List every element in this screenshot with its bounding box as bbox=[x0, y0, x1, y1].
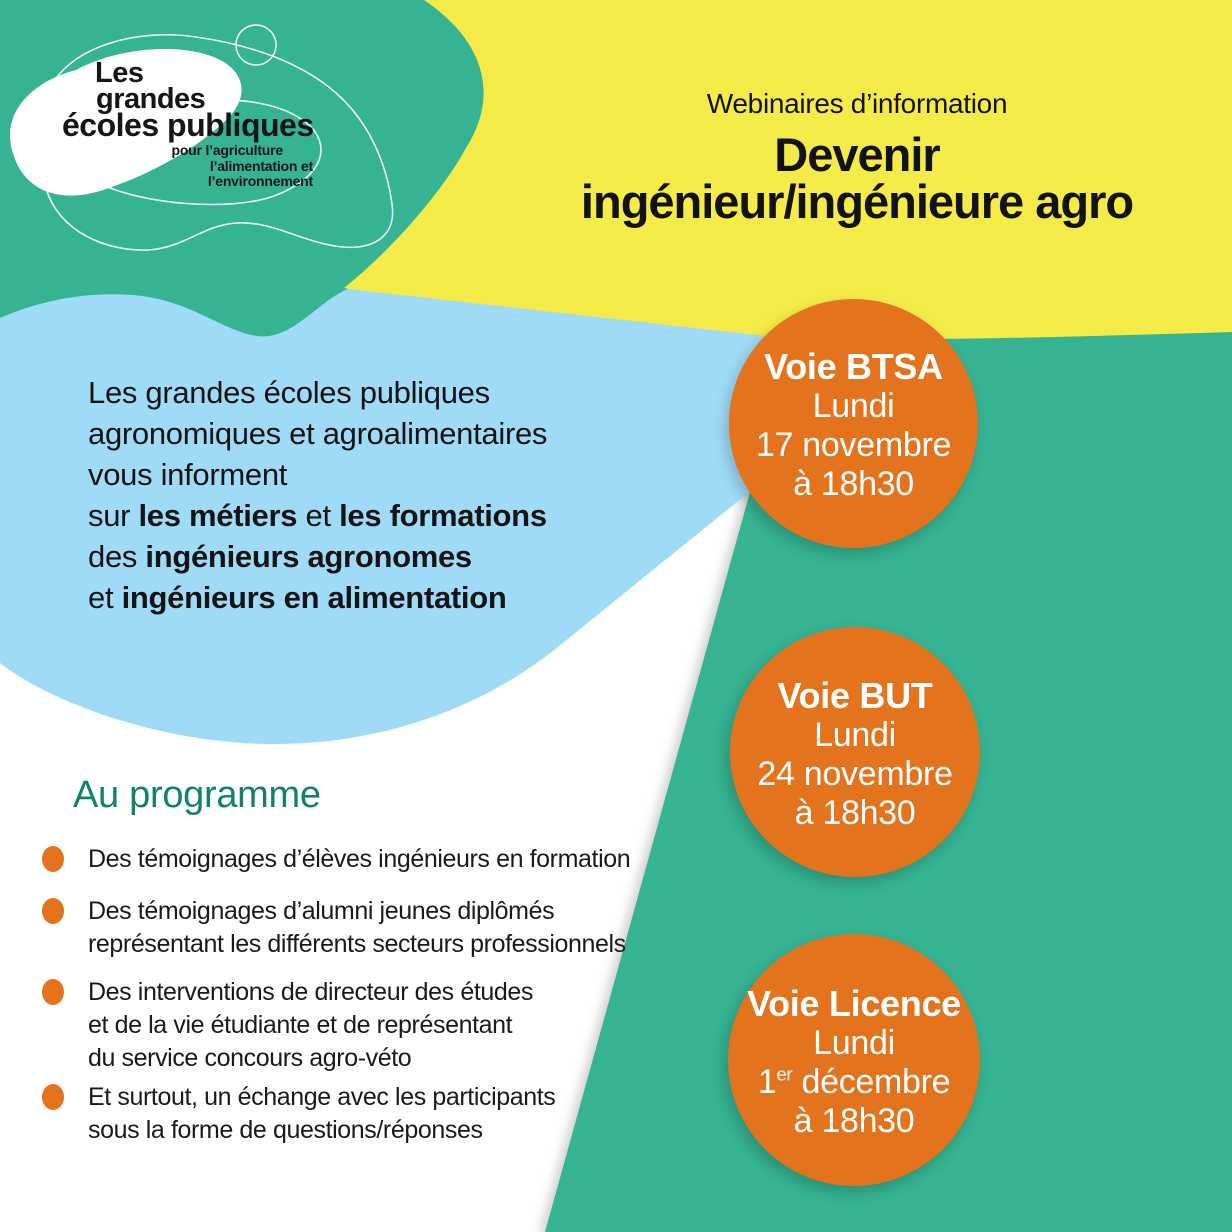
page-title-line2: ingénieur/ingénieure agro bbox=[580, 175, 1134, 228]
webinar-time: à 18h30 bbox=[793, 1101, 915, 1140]
webinar-day: Lundi bbox=[812, 387, 895, 425]
webinar-day: Lundi bbox=[813, 1023, 895, 1062]
header bbox=[462, 88, 1232, 228]
bullet-dot-icon bbox=[42, 898, 64, 924]
webinar-date: 24 novembre bbox=[757, 754, 953, 793]
intro-line2: agronomiques et agroalimentaires bbox=[88, 416, 548, 451]
bullet-dot-icon bbox=[42, 846, 64, 872]
webinar-day: Lundi bbox=[814, 715, 896, 754]
program-item bbox=[42, 895, 626, 961]
webinar-time: à 18h30 bbox=[794, 793, 916, 832]
logo-tagline-line3: l’environnement bbox=[207, 173, 313, 189]
bullet-dot-icon bbox=[42, 979, 64, 1005]
program-item-line: Des interventions de directeur des études bbox=[88, 978, 533, 1006]
program-item-line: représentant les différents secteurs professionnels bbox=[88, 930, 626, 958]
program-heading: Au programme bbox=[73, 774, 321, 816]
intro-line1: Les grandes écoles publiques bbox=[88, 375, 490, 410]
logo-tagline bbox=[150, 143, 313, 190]
program-item-line: sous la forme de questions/réponses bbox=[88, 1116, 483, 1144]
logo-word-les: Les bbox=[95, 57, 144, 89]
bullet-dot-icon bbox=[42, 1084, 64, 1110]
logo-word-ecoles-publiques: écoles publiques bbox=[62, 107, 314, 143]
intro-line4: sur les métiers et les formations bbox=[88, 498, 547, 533]
program-item-line: du service concours agro-véto bbox=[88, 1044, 412, 1072]
intro-line5: des ingénieurs agronomes bbox=[88, 539, 472, 574]
page-title-line1: Devenir bbox=[774, 128, 940, 181]
intro-line3: vous informent bbox=[88, 457, 288, 492]
logo-word-grandes: grandes bbox=[96, 83, 206, 115]
webinar-badge-btsa bbox=[729, 299, 978, 548]
program-item-line: Et surtout, un échange avec les participants bbox=[88, 1083, 556, 1111]
webinar-track: Voie BUT bbox=[777, 674, 933, 716]
program-item bbox=[42, 1081, 555, 1147]
program-item-line: Des témoignages d’élèves ingénieurs en formation bbox=[88, 845, 631, 873]
program-item bbox=[42, 843, 630, 876]
program-item-line: Des témoignages d’alumni jeunes diplômés bbox=[88, 897, 555, 925]
program-item-line: et de la vie étudiante et de représentant bbox=[88, 1011, 513, 1039]
webinar-date: 17 novembre bbox=[755, 426, 952, 464]
intro-text bbox=[88, 372, 688, 618]
webinar-time: à 18h30 bbox=[793, 465, 914, 503]
webinar-track: Voie Licence bbox=[747, 982, 961, 1024]
header-kicker: Webinaires d’information bbox=[706, 88, 1008, 119]
webinar-track: Voie BTSA bbox=[764, 346, 943, 387]
intro-line6: et ingénieurs en alimentation bbox=[88, 580, 507, 615]
webinar-badge-licence bbox=[728, 934, 980, 1186]
logo-tagline-line2: l’alimentation et bbox=[209, 157, 313, 174]
program-item bbox=[42, 976, 533, 1075]
logo-tagline-line1: pour l’agriculture bbox=[171, 142, 283, 158]
webinar-badge-but bbox=[730, 627, 980, 877]
webinar-date: 1er décembre bbox=[757, 1062, 951, 1101]
